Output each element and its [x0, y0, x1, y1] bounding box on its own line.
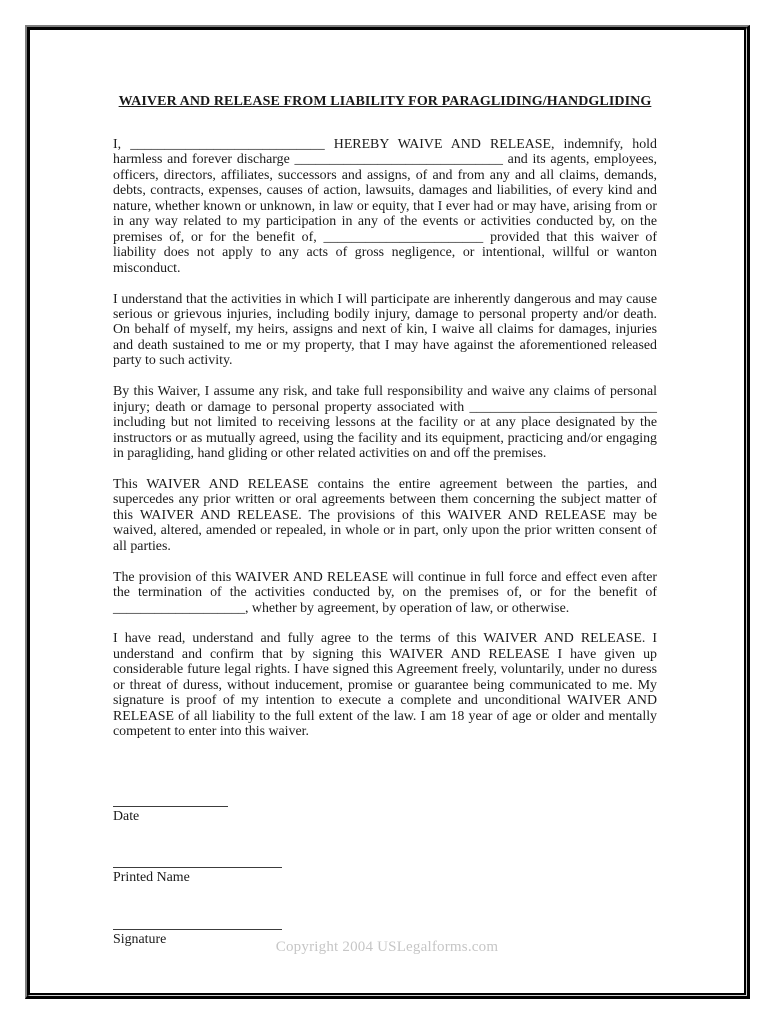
- printed-name-label: Printed Name: [113, 870, 190, 886]
- signature-signature-line: [113, 929, 282, 930]
- paragraph-acknowledgement: I have read, understand and fully agree to the terms of this WAIVER AND RELEASE. I understand and confirm that by signing this WAIVER AND RELEASE I have given up considerable future legal rights. I have signed this Agreement freely, voluntarily, under no duress or threat of duress, without inducement, promise or guarantee being communicated to me. My signature is proof of my intention to execute a complete and unconditional WAIVER AND RELEASE of all liability to the full extent of the law. I am 18 year of age or older and mentally competent to enter into this waiver.: [113, 631, 657, 740]
- page-border-frame-inner: [30, 30, 746, 995]
- paragraph-full-force-effect: The provision of this WAIVER AND RELEASE will continue in full force and effect even after the termination of the activities conducted by, on the premises of, or for the benefit of ___________________, whether by agreement, by operation of law, or otherwise.: [113, 569, 657, 616]
- date-field-group: [113, 806, 657, 824]
- printed-name-field-group: [113, 867, 657, 885]
- paragraph-entire-agreement: This WAIVER AND RELEASE contains the entire agreement between the parties, and supercedes any prior written or oral agreements between them concerning the subject matter of this WAIVER AND RELEASE. The provisions of this WAIVER AND RELEASE may be waived, altered, amended or repealed, in whole or in part, only upon the prior written consent of all parties.: [113, 476, 657, 554]
- page-border-frame-middle: [27, 27, 747, 996]
- date-signature-line: [113, 806, 228, 807]
- paragraph-inherently-dangerous: I understand that the activities in which I will participate are inherently dangerous and may cause serious or grievous injuries, including bodily injury, damage to personal property and/or death. On behalf of myself, my heirs, assigns and next of kin, I waive all claims for damages, injuries and death sustained to me or my property, that I may have against the aforementioned released party to such activity.: [113, 291, 657, 369]
- copyright-notice: Copyright 2004 USLegalforms.com: [275, 939, 499, 955]
- paragraph-waive-and-release: I, ____________________________ HEREBY WAIVE AND RELEASE, indemnify, hold harmless and forever discharge ______________________________ and its agents, employees, officers, directors, affiliates, successors and assigns, of and from any and all claims, demands, debts, contracts, expenses, causes of action, lawsuits, damages and liabilities, of every kind and nature, whether known or unknown, in law or equity, that I ever had or may have, arising from or in any way related to my participation in any of the events or activities conducted by, on the premises of, or for the benefit of, _______________________ provided that this waiver of liability does not apply to any acts of gross negligence, or intentional, willful or wanton misconduct.: [113, 137, 657, 276]
- page-border-frame: [25, 25, 750, 999]
- date-label: Date: [113, 808, 140, 824]
- signature-block: [113, 806, 657, 947]
- printed-name-signature-line: [113, 867, 282, 868]
- signature-label: Signature: [113, 931, 167, 947]
- paragraph-assume-risk: By this Waiver, I assume any risk, and take full responsibility and waive any claims of personal injury; death or damage to personal property associated with ___________________________ including but not limited to receiving lessons at the facility or at any place designated by the instructors or as mutually agreed, using the facility and its equipment, practicing and/or engaging in paragliding, hand gliding or other related activities on and off the premises.: [113, 384, 657, 462]
- document-title: WAIVER AND RELEASE FROM LIABILITY FOR PARAGLIDING/HANDGLIDING: [118, 94, 652, 109]
- document-body: [30, 30, 744, 947]
